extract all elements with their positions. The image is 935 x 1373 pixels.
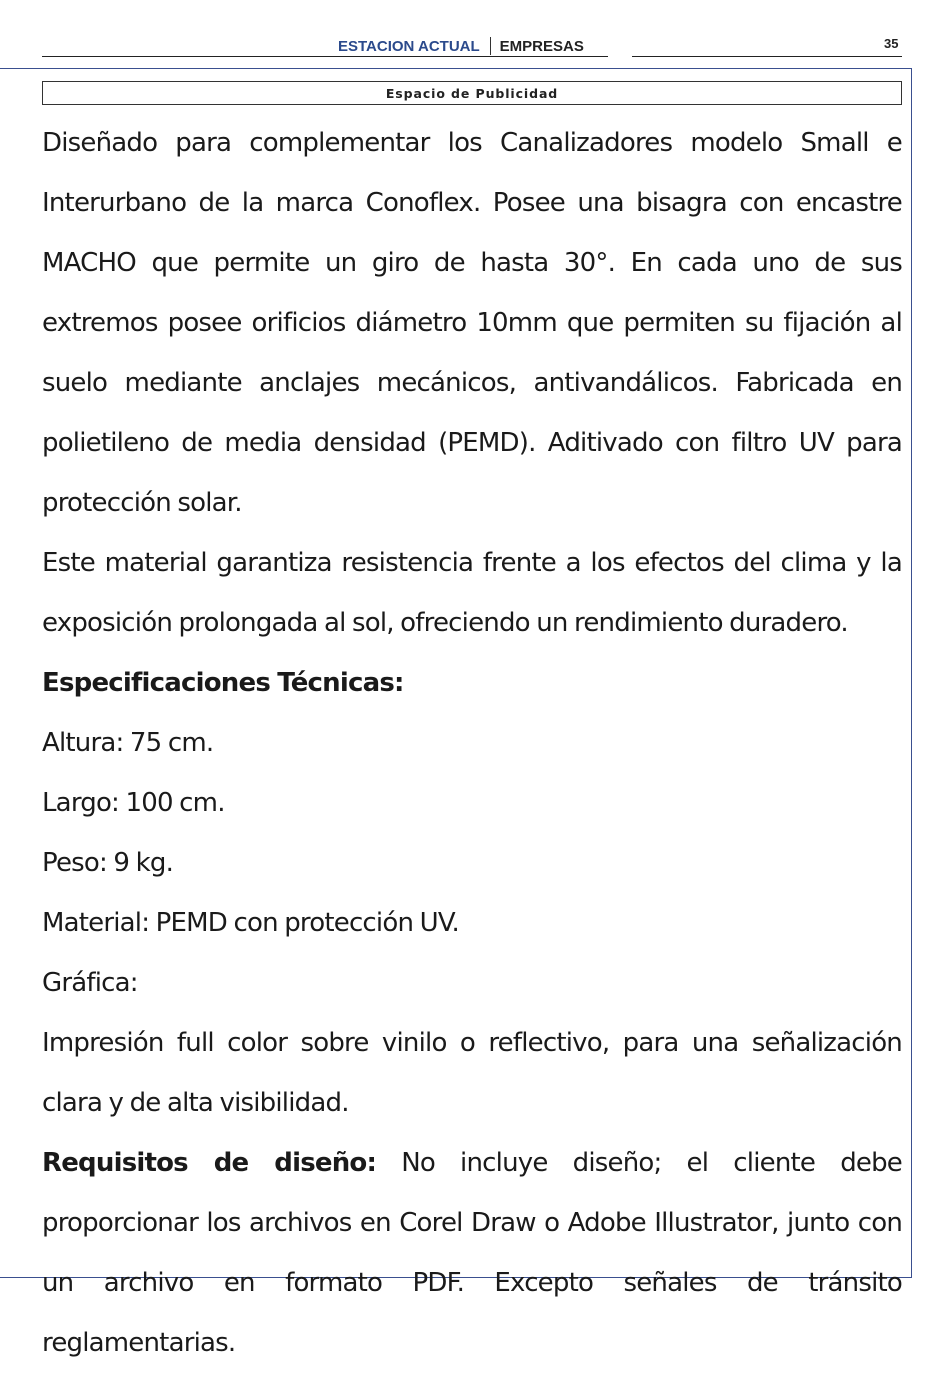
ad-space-label: Espacio de Publicidad <box>42 81 902 105</box>
running-header <box>338 37 584 55</box>
spec-graphic: Gráfica: <box>42 968 138 998</box>
header-rule-right <box>632 56 902 57</box>
paragraph-description: Diseñado para complementar los Canalizadores modelo Small e Interurbano de la marca Conoflex. Posee una bisagra con encastre MACHO que permite un giro de hasta 30°. En cada uno de sus extremos posee orificios diámetro 10mm que permiten su fijación al suelo mediante anclajes mecánicos, antivandálicos. Fabricada en polietileno de media densidad (PEMD). Aditivado con filtro UV para protección solar. <box>42 128 902 518</box>
graphic-description: Impresión full color sobre vinilo o reflectivo, para una señalización clara y de alta visibilidad. <box>42 1028 902 1118</box>
page-number: 35 <box>884 36 899 51</box>
spec-length: Largo: 100 cm. <box>42 788 225 818</box>
specs-heading: Especificaciones Técnicas: <box>42 668 404 698</box>
article-body <box>42 113 902 1373</box>
publication-name: ESTACION ACTUAL <box>338 37 480 55</box>
spec-weight: Peso: 9 kg. <box>42 848 174 878</box>
spec-material: Material: PEMD con protección UV. <box>42 908 459 938</box>
design-requirements <box>42 1133 902 1373</box>
section-name: EMPRESAS <box>499 37 584 55</box>
header-separator <box>490 37 491 55</box>
design-heading: Requisitos de diseño: <box>42 1148 377 1178</box>
paragraph-durability: Este material garantiza resistencia frente a los efectos del clima y la exposición prolongada al sol, ofreciendo un rendimiento duradero. <box>42 548 902 638</box>
spec-height: Altura: 75 cm. <box>42 728 214 758</box>
design-text: No incluye diseño; el cliente debe proporcionar los archivos en Corel Draw o Adobe Illustrator, junto con un archivo en formato PDF. Excepto señales de tránsito reglamentarias. <box>42 1148 902 1358</box>
header-rule-left <box>42 56 608 57</box>
